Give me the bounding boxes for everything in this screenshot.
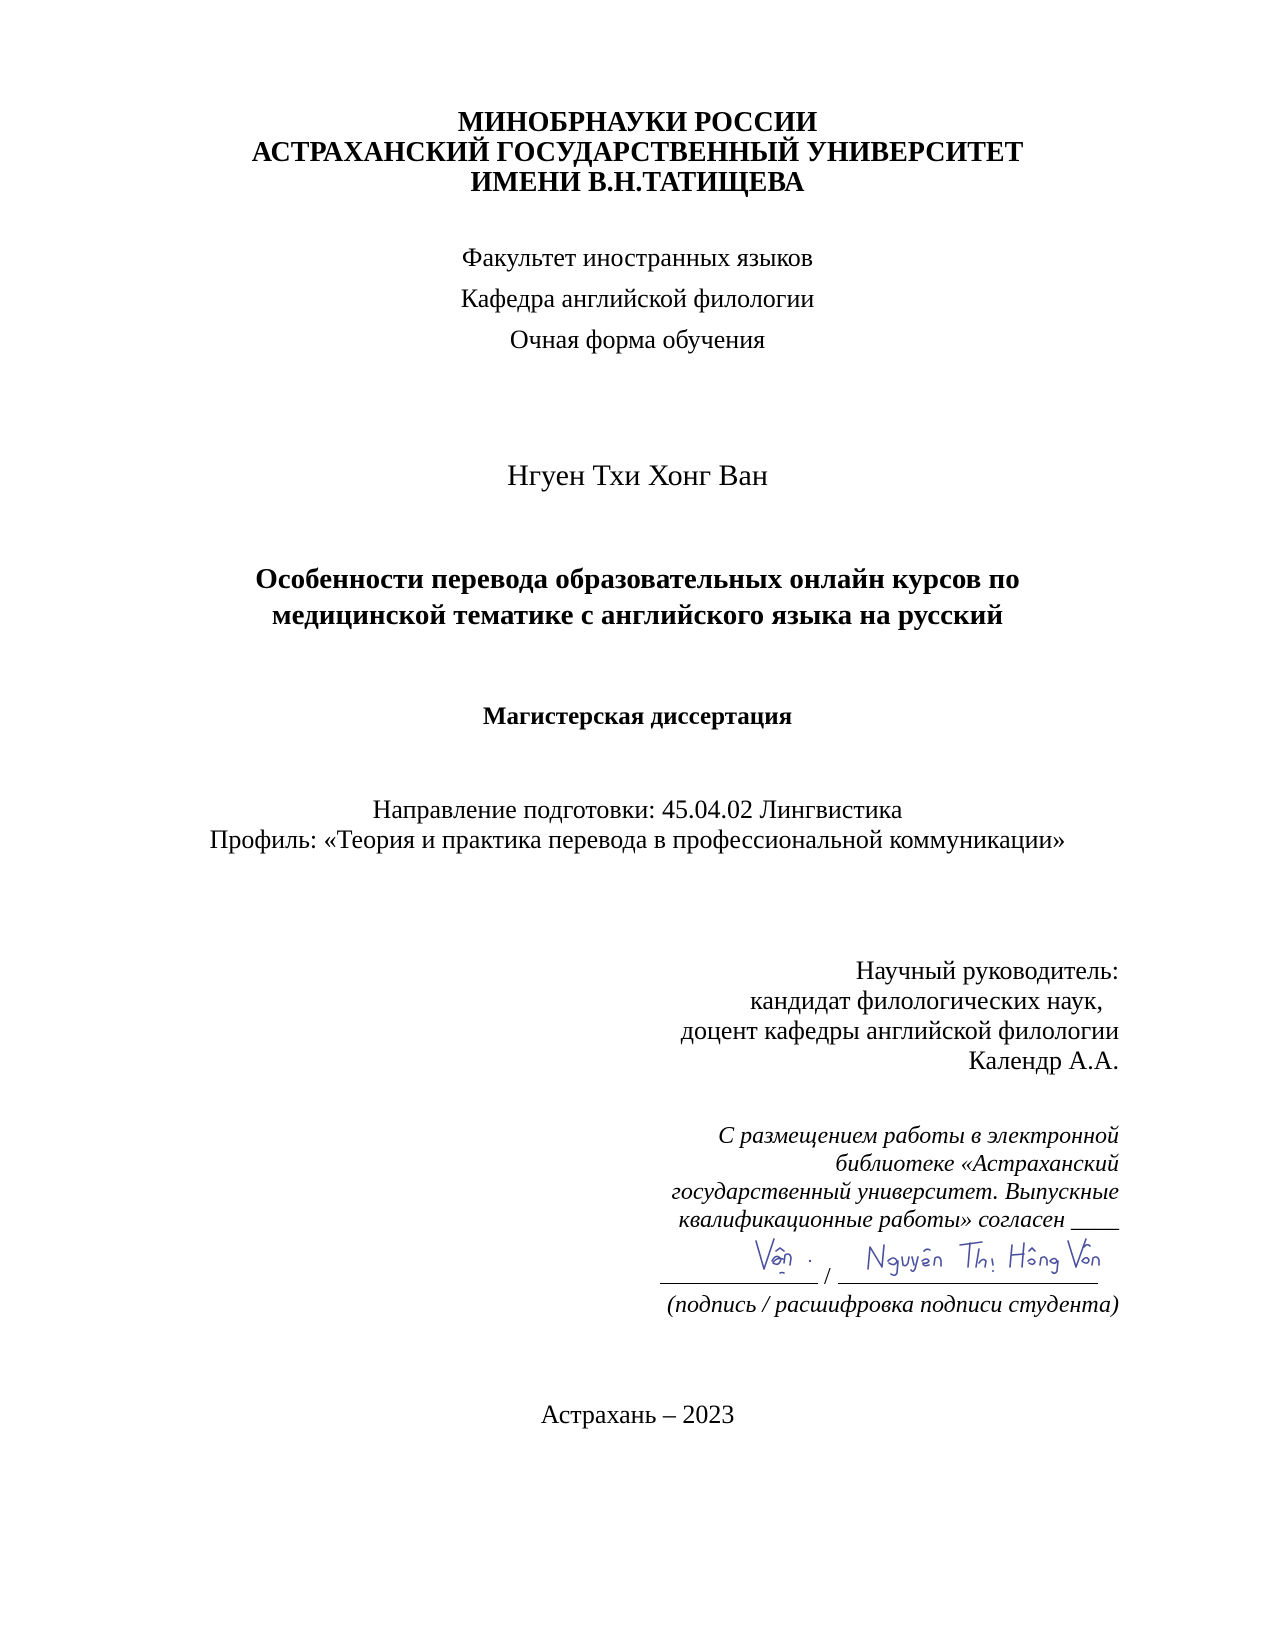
supervisor-name: Календр А.А. <box>968 1046 1119 1075</box>
supervisor-label: Научный руководитель: <box>855 956 1119 985</box>
signature-decryption-underline <box>838 1283 1098 1284</box>
author-name: Нгуен Тхи Хонг Ван <box>507 459 768 492</box>
program-profile: Профиль: «Теория и практика перевода в профессиональной коммуникации» <box>209 825 1066 854</box>
consent-line-1: С размещением работы в электронной <box>718 1123 1119 1149</box>
thesis-title-line-1: Особенности перевода образовательных онлайн курсов по <box>255 563 1020 595</box>
university-heading: АСТРАХАНСКИЙ ГОСУДАРСТВЕННЫЙ УНИВЕРСИТЕТ <box>251 137 1024 168</box>
consent-line-2: библиотеке «Астраханский <box>835 1151 1119 1177</box>
department-name: Кафедра английской филологии <box>460 284 815 313</box>
supervisor-degree: кандидат филологических наук, <box>750 986 1103 1015</box>
study-form: Очная форма обучения <box>509 325 766 354</box>
thesis-kind: Магистерская диссертация <box>482 703 793 730</box>
thesis-title-line-2: медицинской тематике с английского языка на русский <box>271 599 1004 631</box>
faculty-name: Факультет иностранных языков <box>461 243 814 272</box>
signature-caption: (подпись / расшифровка подписи студента) <box>667 1292 1119 1318</box>
signature-separator: / <box>824 1264 831 1290</box>
supervisor-position: доцент кафедры английской филологии <box>680 1016 1119 1045</box>
city-year: Астрахань – 2023 <box>540 1400 735 1429</box>
program-direction: Направление подготовки: 45.04.02 Лингвистика <box>372 795 903 824</box>
university-named-after: ИМЕНИ В.Н.ТАТИЩЕВА <box>470 167 805 198</box>
signature-underline <box>660 1283 818 1284</box>
ministry-heading: МИНОБРНАУКИ РОССИИ <box>457 107 818 138</box>
handwritten-signature-image <box>750 1233 1110 1283</box>
consent-line-4: квалификационные работы» согласен ____ <box>678 1207 1119 1233</box>
consent-line-3: государственный университет. Выпускные <box>671 1179 1119 1205</box>
